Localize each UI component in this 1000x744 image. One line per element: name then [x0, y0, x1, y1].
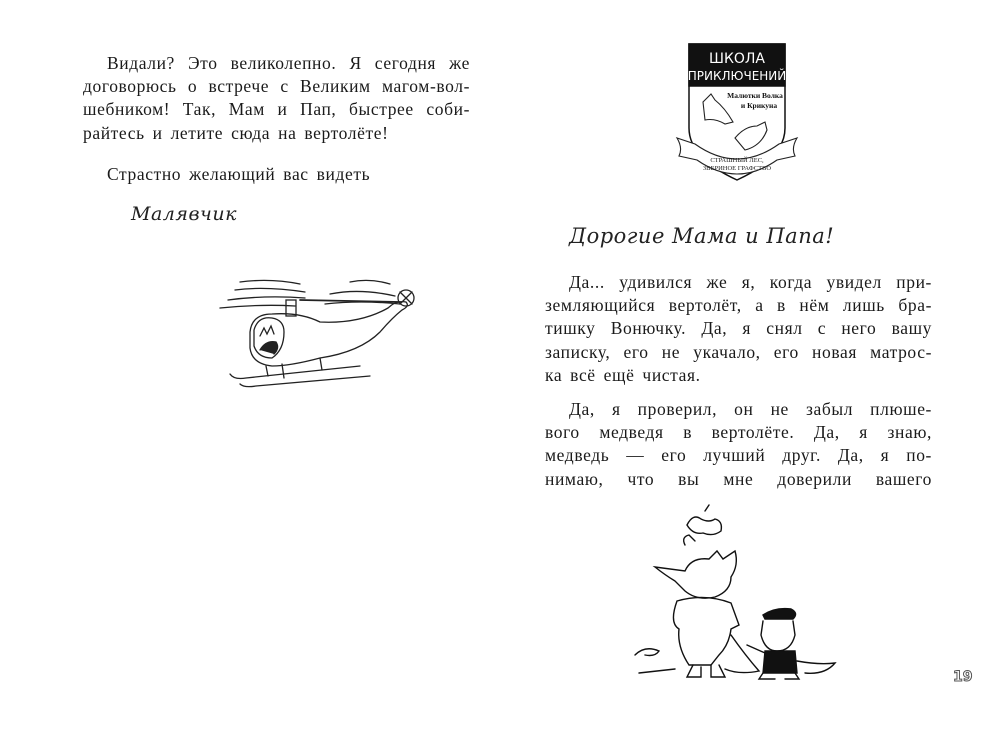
- greeting: Дорогие Мама и Папа!: [569, 224, 835, 248]
- text-line: нимаю, что вы мне доверили вашего: [545, 468, 932, 489]
- text-line: вого медведя в вертолёте. Да, я знаю,: [545, 422, 932, 443]
- text-line: тишку Вонючку. Да, я снял с него вашу: [545, 318, 932, 339]
- emblem-subtitle-1: Малютки Волка: [727, 91, 783, 100]
- right-paragraph-1: [545, 271, 932, 387]
- emblem-ribbon-2: ЗВЕРИНОЕ ГРАФСТВО: [702, 165, 772, 172]
- wolves-illustration: [635, 505, 845, 685]
- text-line: Да, я проверил, он не забыл плюше-: [569, 399, 932, 419]
- helicopter-illustration: [210, 270, 430, 390]
- emblem-title-2: ПРИКЛЮЧЕНИЙ: [687, 69, 787, 83]
- text-line: райтесь и летите сюда на вертолёте!: [83, 122, 389, 143]
- text-line: ка всё ещё чистая.: [545, 364, 701, 385]
- text-line: земляющийся вертолёт, а в нём лишь бра-: [545, 295, 932, 316]
- text-line: записку, его не укачало, его новая матрос-: [545, 341, 932, 362]
- page-number: 19: [953, 669, 973, 685]
- emblem-ribbon-1: СТРАШНЫЙ ЛЕС,: [710, 157, 764, 164]
- text-line: Видали? Это великолепно. Я сегодня же: [107, 53, 470, 73]
- right-page: [500, 0, 1000, 744]
- text-line: медведь — его лучший друг. Да, я по-: [545, 445, 932, 466]
- right-paragraph-2: [545, 398, 932, 491]
- emblem-subtitle-2: и Крикуна: [740, 101, 778, 110]
- text-line: Да... удивился же я, когда увидел при-: [569, 272, 932, 292]
- left-paragraph-1: [83, 52, 470, 145]
- emblem-title-1: ШКОЛА: [708, 51, 766, 67]
- signature: Малявчик: [131, 203, 237, 225]
- school-emblem: [675, 38, 810, 188]
- text-line: шебником! Так, Мам и Пап, быстрее соби-: [83, 99, 470, 120]
- text-line: договорюсь о встрече с Великим магом-вол-: [83, 76, 470, 97]
- closing-line: Страстно желающий вас видеть: [107, 164, 371, 184]
